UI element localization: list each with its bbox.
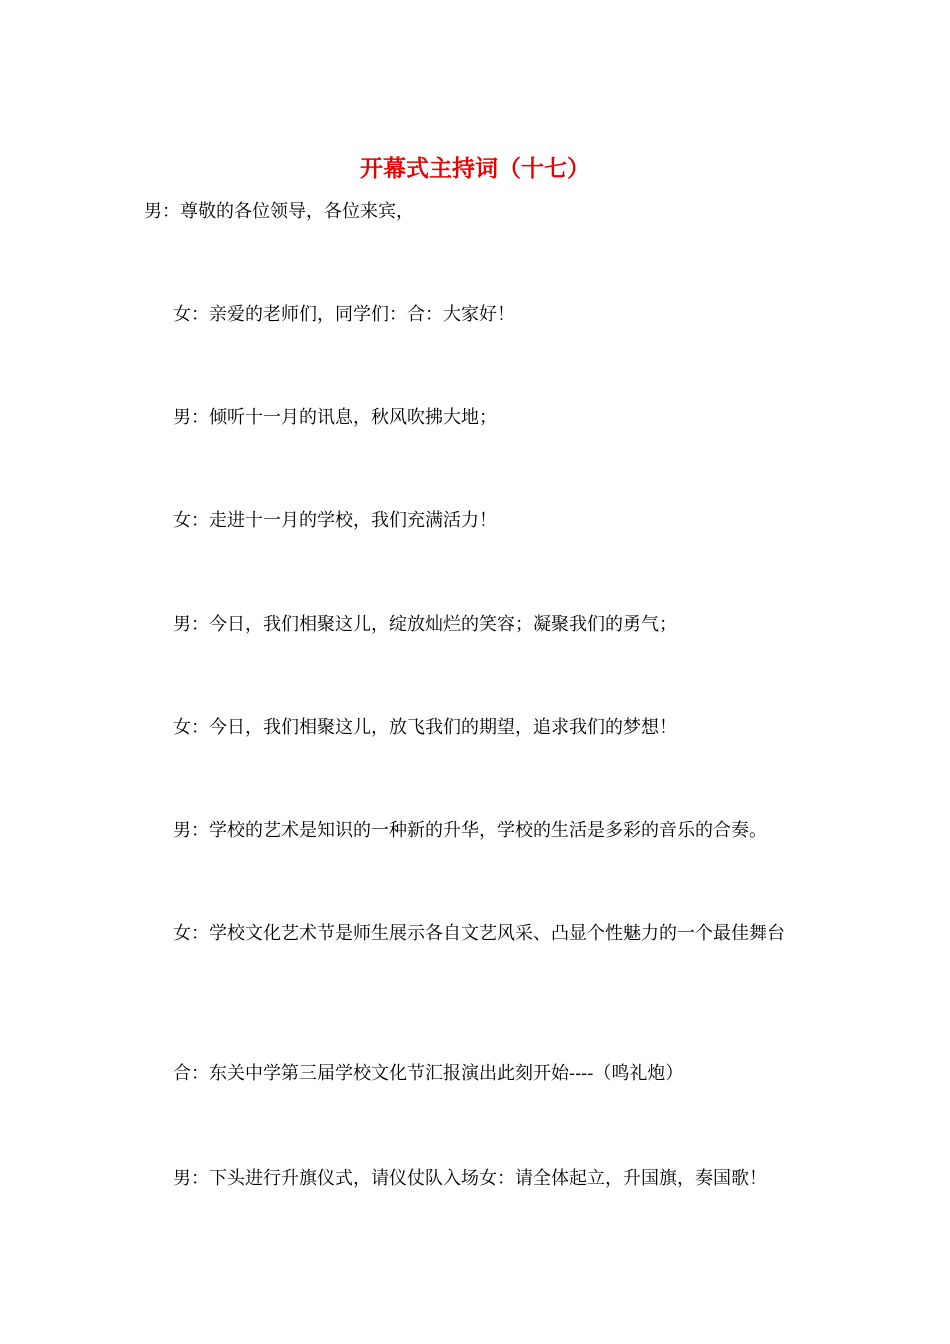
paragraph-6: 女：今日，我们相聚这儿，放飞我们的期望，追求我们的梦想！	[173, 717, 677, 738]
paragraph-4: 女：走进十一月的学校，我们充满活力！	[173, 510, 497, 531]
paragraph-9: 合：东关中学第三届学校文化节汇报演出此刻开始----（鸣礼炮）	[173, 1063, 684, 1084]
paragraph-8: 女：学校文化艺术节是师生展示各自文艺风采、凸显个性魅力的一个最佳舞台	[173, 923, 785, 944]
paragraph-5: 男：今日，我们相聚这儿，绽放灿烂的笑容；凝聚我们的勇气；	[173, 614, 677, 635]
paragraph-2: 女：亲爱的老师们，同学们：合：大家好！	[173, 304, 515, 325]
paragraph-7: 男：学校的艺术是知识的一种新的升华，学校的生活是多彩的音乐的合奏。	[173, 820, 767, 841]
paragraph-3: 男：倾听十一月的讯息，秋风吹拂大地；	[173, 407, 497, 428]
paragraph-1: 男：尊敬的各位领导，各位来宾，	[144, 201, 414, 222]
page-title: 开幕式主持词（十七）	[360, 155, 590, 182]
paragraph-10: 男：下头进行升旗仪式，请仪仗队入场女：请全体起立，升国旗，奏国歌！	[173, 1168, 767, 1189]
